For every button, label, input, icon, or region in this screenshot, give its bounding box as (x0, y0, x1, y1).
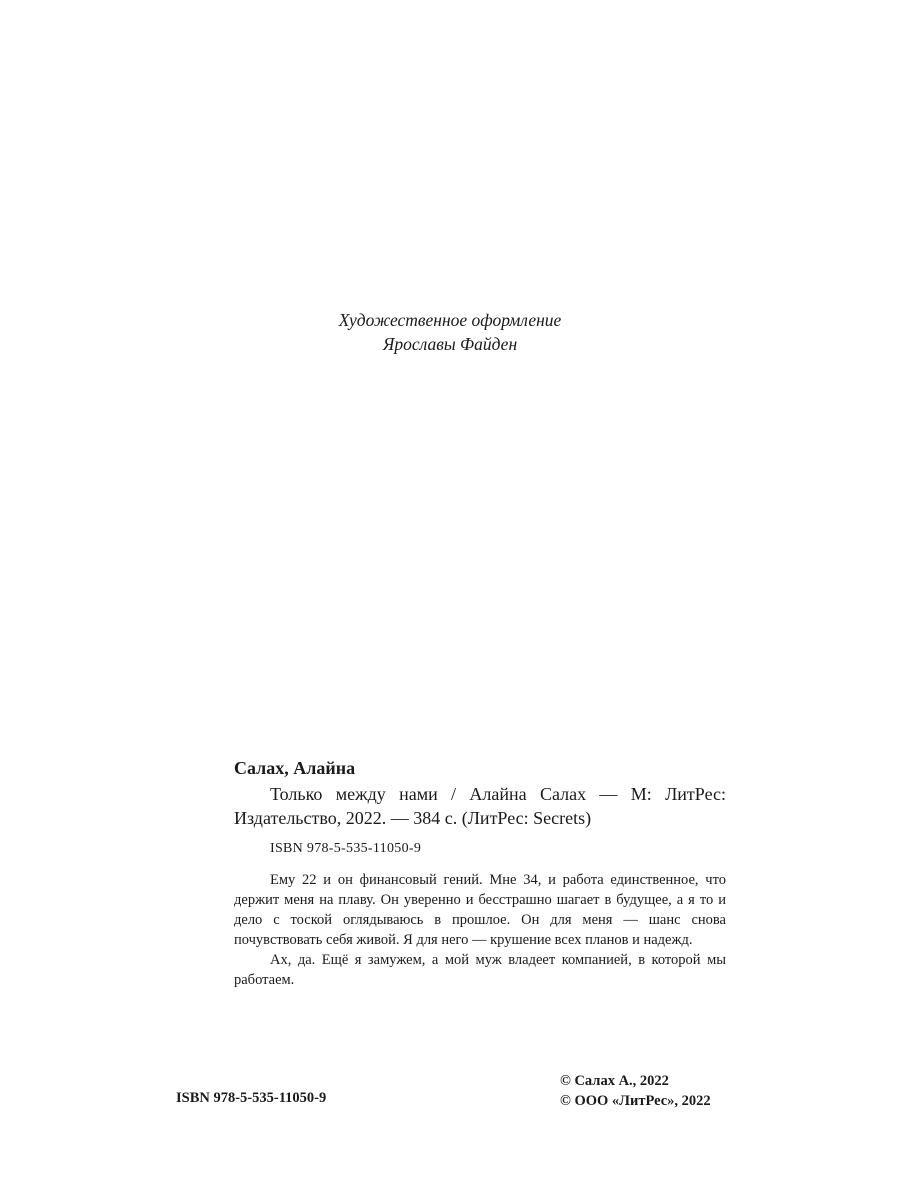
catalog-annotation (234, 870, 726, 990)
catalog-record (234, 756, 726, 990)
copyright-author: © Салах А., 2022 (560, 1073, 669, 1089)
footer-isbn: ISBN 978-5-535-11050-9 (176, 1090, 327, 1106)
credit-line-name: Ярославы Файден (382, 334, 518, 354)
catalog-isbn: ISBN 978-5-535-11050-9 (270, 841, 422, 856)
art-design-credit (0, 308, 900, 356)
catalog-author: Салах, Алайна (234, 758, 356, 778)
copyright-publisher: © ООО «ЛитРес», 2022 (560, 1093, 711, 1109)
credit-line-title: Художественное оформление (338, 310, 562, 330)
copyright-block (560, 1071, 711, 1111)
annotation-paragraph: Ему 22 и он финансовый гений. Мне 34, и работа единственное, что держит меня на плаву. Он уверенно и бесстрашно шагает в будущее, а я то и дело с тоской оглядываюсь в прошлое. Он для меня — шанс снова почувствовать себя живой. Я для него — крушение всех планов и надежд. (234, 872, 726, 948)
annotation-paragraph: Ах, да. Ещё я замужем, а мой муж владеет компанией, в которой мы работаем. (234, 952, 726, 988)
catalog-bibliographic-description: Только между нами / Алайна Салах — М: ЛитРес: Издательство, 2022. — 384 с. (ЛитРес: Secrets) (234, 784, 726, 828)
